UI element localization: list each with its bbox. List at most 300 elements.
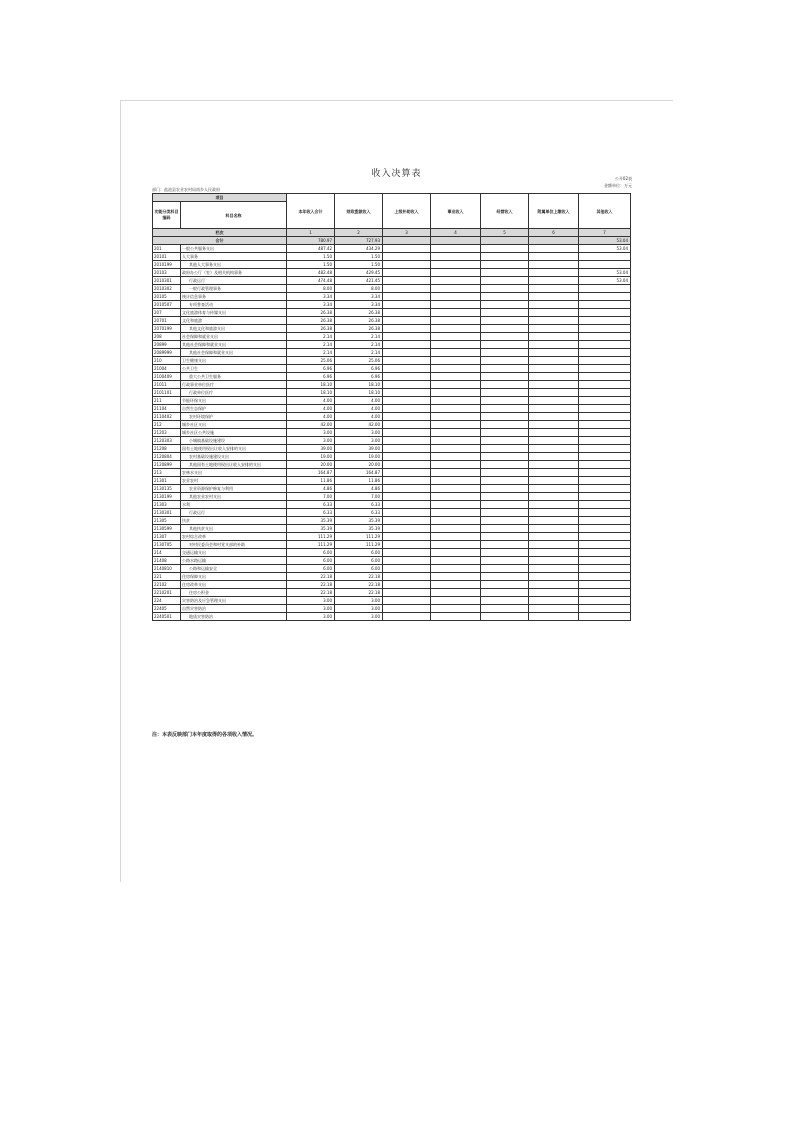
row-value: [579, 397, 631, 405]
row-code: 20899: [153, 341, 181, 349]
row-value: [529, 333, 579, 341]
row-value: [431, 453, 481, 461]
table-row: [153, 397, 631, 405]
row-value: 19.00: [287, 453, 335, 461]
row-value: [431, 357, 481, 365]
row-value: [481, 269, 529, 277]
table-row: [153, 325, 631, 333]
row-value: [431, 293, 481, 301]
row-value: [481, 437, 529, 445]
row-code: 221: [153, 573, 181, 581]
row-value: [579, 437, 631, 445]
row-value: [383, 293, 431, 301]
row-value: 22.18: [335, 573, 383, 581]
row-value: [579, 453, 631, 461]
row-value: [481, 581, 529, 589]
row-value: 3.34: [335, 293, 383, 301]
row-value: 6.33: [287, 509, 335, 517]
row-subject-name: 其他人大事务支出: [181, 261, 287, 269]
row-subject-name: 其他社会保障和就业支出: [181, 341, 287, 349]
row-code: 2240501: [153, 613, 181, 621]
row-code: 20101: [153, 253, 181, 261]
row-value: [579, 485, 631, 493]
total-value: [383, 237, 431, 245]
row-code: 2010301: [153, 277, 181, 285]
row-code: 2101101: [153, 389, 181, 397]
row-value: [383, 253, 431, 261]
header-col-5: 经营收入: [481, 194, 529, 229]
row-value: 6.96: [335, 373, 383, 381]
row-value: [579, 549, 631, 557]
row-value: [481, 605, 529, 613]
row-subject-name: 政府办公厅（室）及相关机构事务: [181, 269, 287, 277]
row-code: 21203: [153, 429, 181, 437]
row-value: 35.39: [335, 525, 383, 533]
row-value: [579, 573, 631, 581]
row-value: 3.34: [287, 301, 335, 309]
row-value: [383, 261, 431, 269]
row-value: [383, 373, 431, 381]
row-value: [529, 533, 579, 541]
row-value: [431, 501, 481, 509]
row-code: 2120303: [153, 437, 181, 445]
table-row: [153, 349, 631, 357]
row-value: [481, 389, 529, 397]
row-value: [529, 397, 579, 405]
row-value: 39.00: [335, 445, 383, 453]
header-project: 项目: [153, 194, 287, 202]
row-subject-name: 一般行政管理事务: [181, 285, 287, 293]
row-value: 6.00: [335, 557, 383, 565]
row-value: [579, 581, 631, 589]
row-value: [383, 325, 431, 333]
row-code: 211: [153, 397, 181, 405]
row-value: [431, 533, 481, 541]
row-code: 210: [153, 357, 181, 365]
row-value: [383, 589, 431, 597]
row-value: [579, 293, 631, 301]
row-value: [383, 285, 431, 293]
row-code: 21208: [153, 445, 181, 453]
row-value: 19.00: [335, 453, 383, 461]
row-value: 18.10: [335, 389, 383, 397]
row-value: [481, 397, 529, 405]
table-row: [153, 445, 631, 453]
row-value: [481, 493, 529, 501]
row-value: 6.33: [335, 509, 383, 517]
row-value: [383, 245, 431, 253]
row-value: 474.48: [287, 277, 335, 285]
row-value: 26.38: [335, 317, 383, 325]
row-value: [481, 405, 529, 413]
row-value: 3.00: [287, 613, 335, 621]
row-code: 2130599: [153, 525, 181, 533]
row-value: 4.00: [287, 397, 335, 405]
row-code: 20105: [153, 293, 181, 301]
row-value: [529, 245, 579, 253]
table-row: [153, 341, 631, 349]
column-index-label: 栏次: [153, 229, 287, 237]
row-subject-name: 交通运输支出: [181, 549, 287, 557]
row-value: [383, 429, 431, 437]
row-subject-name: 扶贫: [181, 517, 287, 525]
table-row: [153, 557, 631, 565]
row-code: 22405: [153, 605, 181, 613]
row-value: [481, 461, 529, 469]
row-value: [579, 301, 631, 309]
row-value: 26.38: [287, 325, 335, 333]
row-code: 2100409: [153, 373, 181, 381]
row-value: [529, 373, 579, 381]
row-value: [529, 597, 579, 605]
row-subject-name: 对村民委员会和村党支部的补助: [181, 541, 287, 549]
row-value: [431, 469, 481, 477]
table-row: [153, 317, 631, 325]
table-row: [153, 581, 631, 589]
row-value: [579, 469, 631, 477]
row-subject-name: 水利: [181, 501, 287, 509]
row-value: [431, 573, 481, 581]
row-value: [481, 613, 529, 621]
table-row: [153, 389, 631, 397]
row-subject-name: 农村综合改革: [181, 533, 287, 541]
total-value: 727.93: [335, 237, 383, 245]
row-value: [431, 429, 481, 437]
row-value: [481, 325, 529, 333]
row-value: [481, 565, 529, 573]
row-value: [529, 309, 579, 317]
row-subject-name: 行政事业单位医疗: [181, 381, 287, 389]
row-value: 164.87: [287, 469, 335, 477]
row-value: [529, 269, 579, 277]
row-value: 2.14: [287, 349, 335, 357]
table-row: [153, 293, 631, 301]
row-value: [529, 413, 579, 421]
row-value: [481, 597, 529, 605]
row-value: [529, 501, 579, 509]
row-value: [579, 541, 631, 549]
row-value: 26.38: [287, 309, 335, 317]
row-value: 1.50: [287, 261, 335, 269]
row-value: [481, 413, 529, 421]
row-subject-name: 灾害防治及应急管理支出: [181, 597, 287, 605]
table-row: [153, 357, 631, 365]
row-value: [529, 317, 579, 325]
row-subject-name: 行政单位医疗: [181, 389, 287, 397]
row-subject-name: 人大事务: [181, 253, 287, 261]
row-value: [431, 301, 481, 309]
row-value: 2.14: [335, 333, 383, 341]
row-value: [431, 341, 481, 349]
row-value: 2.14: [287, 341, 335, 349]
row-value: 421.45: [335, 277, 383, 285]
row-value: [383, 365, 431, 373]
row-value: 3.00: [287, 605, 335, 613]
row-value: [431, 589, 481, 597]
row-subject-name: 其他扶贫支出: [181, 525, 287, 533]
row-value: [383, 461, 431, 469]
row-value: [431, 565, 481, 573]
row-value: 6.00: [287, 557, 335, 565]
row-value: [431, 373, 481, 381]
row-value: 482.48: [287, 269, 335, 277]
table-row: [153, 333, 631, 341]
row-value: 22.18: [287, 581, 335, 589]
row-value: [383, 517, 431, 525]
row-value: [579, 421, 631, 429]
table-row: [153, 469, 631, 477]
row-value: [383, 277, 431, 285]
row-subject-name: 农村基础设施建设支出: [181, 453, 287, 461]
row-value: 3.00: [335, 605, 383, 613]
total-value: 780.97: [287, 237, 335, 245]
table-row: [153, 285, 631, 293]
row-value: [579, 517, 631, 525]
row-subject-name: 其他文化和旅游支出: [181, 325, 287, 333]
row-code: 2210201: [153, 589, 181, 597]
row-value: [579, 589, 631, 597]
row-value: [383, 333, 431, 341]
row-code: 2010507: [153, 301, 181, 309]
row-value: [383, 533, 431, 541]
row-value: [383, 421, 431, 429]
table-row: [153, 365, 631, 373]
row-value: [383, 557, 431, 565]
table-row: [153, 461, 631, 469]
row-value: [481, 589, 529, 597]
row-value: [383, 605, 431, 613]
table-row: [153, 589, 631, 597]
row-value: 42.00: [335, 421, 383, 429]
row-value: 42.00: [287, 421, 335, 429]
row-value: [431, 277, 481, 285]
row-value: [529, 429, 579, 437]
row-value: [529, 581, 579, 589]
row-value: [529, 453, 579, 461]
table-row: [153, 549, 631, 557]
row-subject-name: 自然灾害防治: [181, 605, 287, 613]
row-code: 2130301: [153, 509, 181, 517]
row-value: 3.34: [287, 293, 335, 301]
row-value: 11.86: [335, 477, 383, 485]
row-value: [383, 501, 431, 509]
row-subject-name: 其他社会保障和就业支出: [181, 349, 287, 357]
header-col-6: 附属单位上缴收入: [529, 194, 579, 229]
row-subject-name: 文化旅游体育与传媒支出: [181, 309, 287, 317]
income-table: [152, 193, 631, 621]
row-value: [383, 581, 431, 589]
table-row: [153, 405, 631, 413]
row-subject-name: 城乡社区支出: [181, 421, 287, 429]
row-value: [481, 453, 529, 461]
table-row: [153, 525, 631, 533]
row-value: [383, 309, 431, 317]
row-value: [529, 437, 579, 445]
row-code: 2110402: [153, 413, 181, 421]
row-value: [383, 565, 431, 573]
row-value: [383, 413, 431, 421]
row-value: 111.29: [287, 533, 335, 541]
row-value: [529, 613, 579, 621]
row-value: [579, 461, 631, 469]
row-subject-name: 自然生态保护: [181, 405, 287, 413]
report-title: 收入决算表: [371, 169, 422, 179]
column-index: 4: [431, 229, 481, 237]
row-value: [481, 549, 529, 557]
row-value: [383, 341, 431, 349]
table-row: [153, 421, 631, 429]
page-edge-left: [120, 100, 121, 882]
row-code: 207: [153, 309, 181, 317]
table-row: [153, 309, 631, 317]
row-value: [431, 245, 481, 253]
row-value: [431, 605, 481, 613]
row-value: [431, 517, 481, 525]
row-code: 224: [153, 597, 181, 605]
header-col-2: 财政拨款收入: [335, 194, 383, 229]
table-row: [153, 301, 631, 309]
row-value: [383, 317, 431, 325]
page-edge-top: [120, 100, 673, 101]
row-value: [431, 325, 481, 333]
row-value: 25.06: [335, 357, 383, 365]
row-value: [579, 309, 631, 317]
row-value: [529, 293, 579, 301]
table-row: [153, 493, 631, 501]
row-subject-name: 城乡社区公共设施: [181, 429, 287, 437]
row-code: 2070199: [153, 325, 181, 333]
row-value: 53.04: [579, 245, 631, 253]
row-value: 22.18: [335, 581, 383, 589]
row-value: 7.00: [335, 493, 383, 501]
row-value: [579, 365, 631, 373]
row-value: [579, 357, 631, 365]
table-row: [153, 429, 631, 437]
row-value: [579, 349, 631, 357]
row-subject-name: 节能环保支出: [181, 397, 287, 405]
row-code: 21303: [153, 501, 181, 509]
row-value: [383, 509, 431, 517]
column-index: 2: [335, 229, 383, 237]
row-value: 164.87: [335, 469, 383, 477]
row-value: [431, 261, 481, 269]
row-value: 111.29: [335, 533, 383, 541]
row-value: [383, 437, 431, 445]
row-value: [383, 549, 431, 557]
row-code: 212: [153, 421, 181, 429]
table-row: [153, 565, 631, 573]
row-value: [431, 525, 481, 533]
row-value: 26.38: [335, 309, 383, 317]
row-code: 2010199: [153, 261, 181, 269]
row-value: [481, 533, 529, 541]
row-subject-name: 专项普查活动: [181, 301, 287, 309]
row-value: [481, 285, 529, 293]
row-code: 21408: [153, 557, 181, 565]
row-value: [383, 573, 431, 581]
row-value: [481, 301, 529, 309]
row-code: 21305: [153, 517, 181, 525]
row-value: [579, 405, 631, 413]
total-value: [431, 237, 481, 245]
row-value: [529, 461, 579, 469]
row-value: 4.86: [335, 485, 383, 493]
row-value: [431, 557, 481, 565]
row-value: [431, 493, 481, 501]
row-value: [383, 269, 431, 277]
row-value: [529, 485, 579, 493]
row-value: 26.38: [287, 317, 335, 325]
row-value: [529, 357, 579, 365]
row-value: 8.00: [335, 285, 383, 293]
row-value: [579, 325, 631, 333]
row-subject-name: 行政运行: [181, 277, 287, 285]
row-value: 111.29: [287, 541, 335, 549]
row-value: [383, 597, 431, 605]
row-subject-name: 农村环境保护: [181, 413, 287, 421]
row-value: 6.00: [287, 565, 335, 573]
row-value: [579, 605, 631, 613]
row-value: [529, 517, 579, 525]
row-value: 1.50: [287, 253, 335, 261]
row-value: [529, 541, 579, 549]
row-value: [383, 381, 431, 389]
row-value: 4.00: [287, 405, 335, 413]
row-value: [529, 261, 579, 269]
row-value: [431, 437, 481, 445]
row-code: 214: [153, 549, 181, 557]
row-value: [529, 445, 579, 453]
row-value: [529, 285, 579, 293]
row-value: [579, 389, 631, 397]
row-value: 2.14: [335, 349, 383, 357]
column-index: 5: [481, 229, 529, 237]
table-row: [153, 573, 631, 581]
row-value: 8.00: [287, 285, 335, 293]
row-value: [529, 565, 579, 573]
amount-unit: 金额单位：万元: [604, 183, 632, 188]
column-index: 3: [383, 229, 431, 237]
row-value: [383, 453, 431, 461]
row-value: [431, 413, 481, 421]
row-value: [481, 333, 529, 341]
row-value: [431, 317, 481, 325]
row-value: [579, 597, 631, 605]
row-value: [579, 533, 631, 541]
row-value: 6.00: [335, 549, 383, 557]
form-code: 公开02表: [614, 176, 632, 181]
row-value: [529, 253, 579, 261]
table-row: [153, 245, 631, 253]
row-value: 3.00: [335, 437, 383, 445]
row-subject-name: 一般公共服务支出: [181, 245, 287, 253]
row-value: [431, 269, 481, 277]
row-value: 25.06: [287, 357, 335, 365]
row-code: 21104: [153, 405, 181, 413]
row-value: [431, 397, 481, 405]
row-value: [529, 493, 579, 501]
row-value: 35.39: [287, 525, 335, 533]
row-value: [383, 477, 431, 485]
row-code: 2089999: [153, 349, 181, 357]
row-subject-name: 公路和运输安全: [181, 565, 287, 573]
row-value: [383, 357, 431, 365]
row-value: [431, 405, 481, 413]
row-value: 3.00: [287, 597, 335, 605]
table-row: [153, 509, 631, 517]
row-subject-name: 住房改革支出: [181, 581, 287, 589]
row-value: 22.18: [287, 589, 335, 597]
